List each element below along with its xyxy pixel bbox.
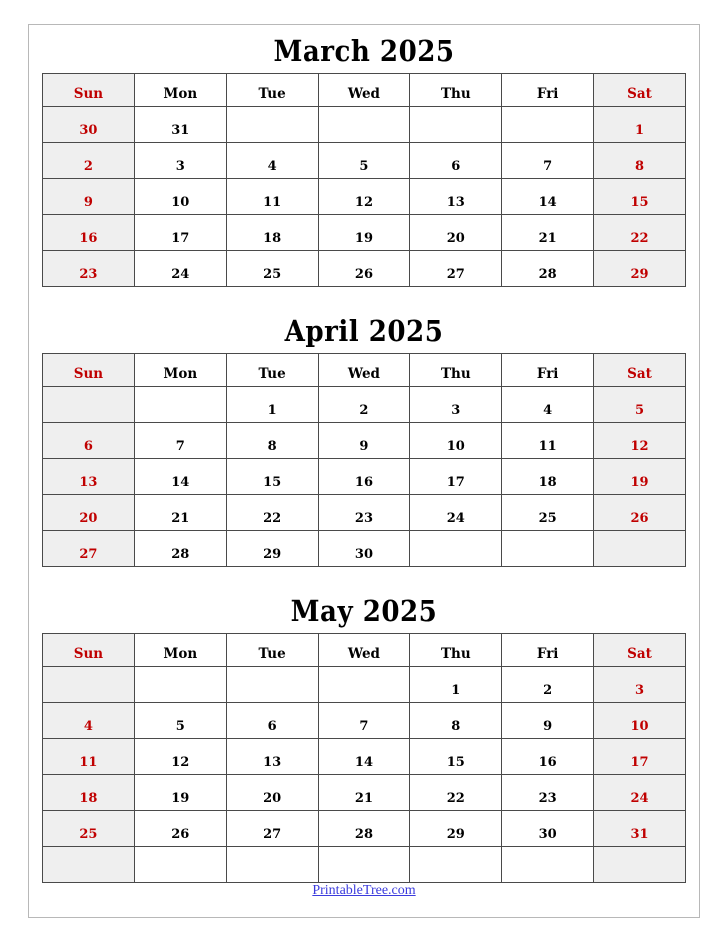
weekday-header-row — [43, 354, 686, 387]
calendar-week-row — [43, 703, 686, 739]
weekday-header-sun: Sun — [43, 354, 135, 387]
weekday-header-wed: Wed — [318, 354, 410, 387]
day-cell[interactable]: 6 — [43, 423, 135, 459]
month-block-may — [29, 585, 699, 883]
weekday-header-wed: Wed — [318, 74, 410, 107]
weekday-header-mon: Mon — [134, 354, 226, 387]
day-cell[interactable]: 17 — [134, 215, 226, 251]
day-cell[interactable]: 6 — [226, 703, 318, 739]
footer — [29, 881, 699, 899]
day-cell[interactable]: 24 — [594, 775, 686, 811]
day-cell-empty — [502, 847, 594, 883]
day-cell[interactable]: 28 — [502, 251, 594, 287]
weekday-header-sat: Sat — [594, 74, 686, 107]
day-cell[interactable]: 25 — [226, 251, 318, 287]
day-cell[interactable]: 27 — [43, 531, 135, 567]
day-cell[interactable]: 30 — [502, 811, 594, 847]
day-cell[interactable]: 20 — [226, 775, 318, 811]
day-cell-empty — [318, 847, 410, 883]
day-cell-empty — [318, 107, 410, 143]
calendar-week-row — [43, 531, 686, 567]
day-cell[interactable]: 6 — [410, 143, 502, 179]
weekday-header-wed: Wed — [318, 634, 410, 667]
day-cell[interactable]: 24 — [134, 251, 226, 287]
calendar-body — [43, 107, 686, 287]
day-cell[interactable]: 5 — [318, 143, 410, 179]
day-cell[interactable]: 29 — [226, 531, 318, 567]
day-cell-empty — [43, 847, 135, 883]
weekday-header-fri: Fri — [502, 74, 594, 107]
day-cell[interactable]: 5 — [594, 387, 686, 423]
day-cell[interactable]: 28 — [318, 811, 410, 847]
day-cell[interactable]: 7 — [318, 703, 410, 739]
day-cell[interactable]: 11 — [502, 423, 594, 459]
calendar-body — [43, 387, 686, 567]
day-cell-empty — [134, 847, 226, 883]
day-cell[interactable]: 25 — [43, 811, 135, 847]
day-cell[interactable]: 31 — [594, 811, 686, 847]
calendar-page-inner — [29, 25, 699, 917]
day-cell[interactable]: 1 — [226, 387, 318, 423]
day-cell[interactable]: 1 — [594, 107, 686, 143]
day-cell[interactable]: 12 — [594, 423, 686, 459]
calendar-grid-march — [42, 73, 686, 287]
day-cell[interactable]: 30 — [43, 107, 135, 143]
day-cell[interactable]: 19 — [318, 215, 410, 251]
day-cell[interactable]: 8 — [226, 423, 318, 459]
day-cell-empty — [134, 667, 226, 703]
day-cell[interactable]: 23 — [43, 251, 135, 287]
calendar-week-row — [43, 459, 686, 495]
day-cell[interactable]: 4 — [226, 143, 318, 179]
day-cell[interactable]: 23 — [502, 775, 594, 811]
day-cell[interactable]: 11 — [226, 179, 318, 215]
day-cell[interactable]: 26 — [318, 251, 410, 287]
day-cell[interactable]: 5 — [134, 703, 226, 739]
day-cell-empty — [410, 847, 502, 883]
calendar-week-row — [43, 143, 686, 179]
calendar-grid-april — [42, 353, 686, 567]
day-cell[interactable]: 21 — [502, 215, 594, 251]
day-cell[interactable]: 22 — [410, 775, 502, 811]
day-cell[interactable]: 31 — [134, 107, 226, 143]
day-cell[interactable]: 18 — [43, 775, 135, 811]
day-cell[interactable]: 13 — [226, 739, 318, 775]
calendar-week-row — [43, 387, 686, 423]
calendar-body — [43, 667, 686, 883]
day-cell[interactable]: 29 — [594, 251, 686, 287]
day-cell[interactable]: 2 — [43, 143, 135, 179]
day-cell[interactable]: 29 — [410, 811, 502, 847]
weekday-header-thu: Thu — [410, 634, 502, 667]
weekday-header-tue: Tue — [226, 354, 318, 387]
day-cell[interactable]: 24 — [410, 495, 502, 531]
calendar-week-row — [43, 179, 686, 215]
day-cell[interactable]: 19 — [594, 459, 686, 495]
day-cell[interactable]: 21 — [318, 775, 410, 811]
day-cell[interactable]: 8 — [410, 703, 502, 739]
calendar-week-row — [43, 811, 686, 847]
day-cell-empty — [226, 847, 318, 883]
day-cell-empty — [502, 531, 594, 567]
day-cell-empty — [226, 107, 318, 143]
day-cell[interactable]: 20 — [410, 215, 502, 251]
day-cell[interactable]: 14 — [502, 179, 594, 215]
day-cell-empty — [318, 667, 410, 703]
calendar-week-row — [43, 739, 686, 775]
month-block-april — [29, 305, 699, 567]
day-cell[interactable]: 9 — [502, 703, 594, 739]
day-cell-empty — [594, 531, 686, 567]
calendar-week-row — [43, 107, 686, 143]
day-cell[interactable]: 7 — [134, 423, 226, 459]
calendar-week-row — [43, 251, 686, 287]
calendar-week-row — [43, 847, 686, 883]
day-cell[interactable]: 19 — [134, 775, 226, 811]
day-cell-empty — [226, 667, 318, 703]
day-cell[interactable]: 15 — [410, 739, 502, 775]
day-cell[interactable]: 9 — [43, 179, 135, 215]
weekday-header-sun: Sun — [43, 74, 135, 107]
month-title: May 2025 — [290, 594, 438, 628]
day-cell[interactable]: 12 — [318, 179, 410, 215]
day-cell-empty — [502, 107, 594, 143]
day-cell[interactable]: 27 — [410, 251, 502, 287]
weekday-header-fri: Fri — [502, 634, 594, 667]
weekday-header-thu: Thu — [410, 74, 502, 107]
day-cell[interactable]: 14 — [318, 739, 410, 775]
day-cell[interactable]: 3 — [134, 143, 226, 179]
day-cell[interactable]: 16 — [502, 739, 594, 775]
weekday-header-mon: Mon — [134, 634, 226, 667]
day-cell[interactable]: 15 — [594, 179, 686, 215]
weekday-header-thu: Thu — [410, 354, 502, 387]
day-cell[interactable]: 28 — [134, 531, 226, 567]
calendar-week-row — [43, 667, 686, 703]
day-cell-empty — [410, 107, 502, 143]
day-cell-empty — [134, 387, 226, 423]
day-cell[interactable]: 1 — [410, 667, 502, 703]
day-cell[interactable]: 30 — [318, 531, 410, 567]
day-cell[interactable]: 14 — [134, 459, 226, 495]
calendar-week-row — [43, 495, 686, 531]
weekday-header-row — [43, 74, 686, 107]
day-cell[interactable]: 16 — [43, 215, 135, 251]
weekday-header-row — [43, 634, 686, 667]
day-cell[interactable]: 10 — [410, 423, 502, 459]
day-cell[interactable]: 10 — [134, 179, 226, 215]
weekday-header-fri: Fri — [502, 354, 594, 387]
weekday-header-sun: Sun — [43, 634, 135, 667]
day-cell-empty — [410, 531, 502, 567]
day-cell[interactable]: 18 — [502, 459, 594, 495]
weekday-header-sat: Sat — [594, 354, 686, 387]
day-cell[interactable]: 27 — [226, 811, 318, 847]
weekday-header-tue: Tue — [226, 634, 318, 667]
day-cell[interactable]: 3 — [410, 387, 502, 423]
day-cell[interactable]: 22 — [226, 495, 318, 531]
day-cell-empty — [594, 847, 686, 883]
day-cell[interactable]: 18 — [226, 215, 318, 251]
month-title: April 2025 — [284, 314, 444, 348]
day-cell[interactable]: 4 — [43, 703, 135, 739]
day-cell[interactable]: 20 — [43, 495, 135, 531]
weekday-header-sat: Sat — [594, 634, 686, 667]
day-cell[interactable]: 25 — [502, 495, 594, 531]
day-cell[interactable]: 13 — [43, 459, 135, 495]
day-cell[interactable]: 2 — [318, 387, 410, 423]
calendar-week-row — [43, 775, 686, 811]
day-cell[interactable]: 21 — [134, 495, 226, 531]
calendar-week-row — [43, 423, 686, 459]
day-cell-empty — [43, 667, 135, 703]
day-cell[interactable]: 13 — [410, 179, 502, 215]
day-cell[interactable]: 9 — [318, 423, 410, 459]
calendar-page — [28, 24, 700, 918]
day-cell[interactable]: 2 — [502, 667, 594, 703]
printabletree-link[interactable]: PrintableTree.com — [312, 883, 416, 898]
day-cell[interactable]: 3 — [594, 667, 686, 703]
day-cell-empty — [43, 387, 135, 423]
day-cell[interactable]: 11 — [43, 739, 135, 775]
day-cell[interactable]: 17 — [410, 459, 502, 495]
day-cell[interactable]: 16 — [318, 459, 410, 495]
calendar-week-row — [43, 215, 686, 251]
day-cell[interactable]: 10 — [594, 703, 686, 739]
day-cell[interactable]: 23 — [318, 495, 410, 531]
weekday-header-tue: Tue — [226, 74, 318, 107]
day-cell[interactable]: 4 — [502, 387, 594, 423]
day-cell[interactable]: 8 — [594, 143, 686, 179]
weekday-header-mon: Mon — [134, 74, 226, 107]
day-cell[interactable]: 17 — [594, 739, 686, 775]
day-cell[interactable]: 7 — [502, 143, 594, 179]
day-cell[interactable]: 12 — [134, 739, 226, 775]
calendar-grid-may — [42, 633, 686, 883]
month-block-march — [29, 25, 699, 287]
day-cell[interactable]: 22 — [594, 215, 686, 251]
day-cell[interactable]: 26 — [594, 495, 686, 531]
day-cell[interactable]: 15 — [226, 459, 318, 495]
day-cell[interactable]: 26 — [134, 811, 226, 847]
month-title: March 2025 — [273, 34, 455, 68]
